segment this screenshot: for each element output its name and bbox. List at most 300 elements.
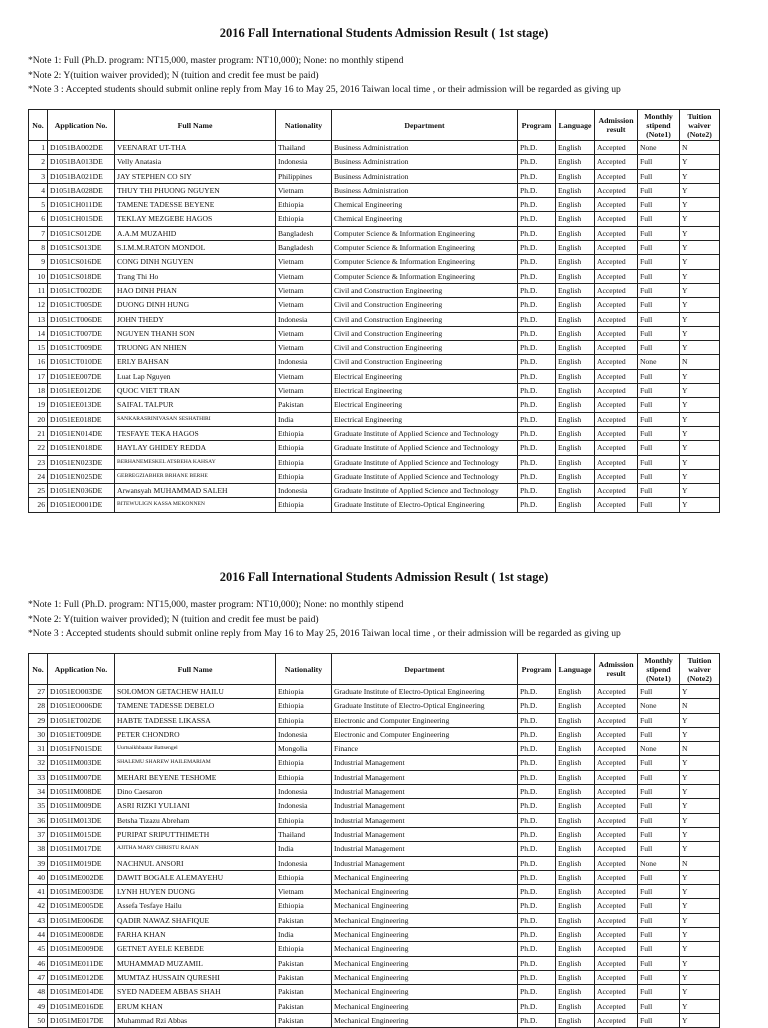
cell-department: Civil and Construction Engineering xyxy=(332,341,518,355)
cell-full-name: SYED NADEEM ABBAS SHAH xyxy=(115,985,276,999)
cell-no: 26 xyxy=(29,498,48,512)
cell-tuition-waiver: Y xyxy=(680,842,720,856)
cell-tuition-waiver: Y xyxy=(680,999,720,1013)
cell-language: English xyxy=(556,999,595,1013)
cell-department: Mechanical Engineering xyxy=(332,885,518,899)
cell-tuition-waiver: Y xyxy=(680,956,720,970)
cell-admission-result: Accepted xyxy=(595,970,638,984)
cell-department: Mechanical Engineering xyxy=(332,928,518,942)
cell-nationality: Indonesia xyxy=(276,727,332,741)
cell-tuition-waiver: N xyxy=(680,856,720,870)
cell-language: English xyxy=(556,970,595,984)
cell-program: Ph.D. xyxy=(518,799,556,813)
cell-program: Ph.D. xyxy=(518,312,556,326)
cell-application-no: D1051FN015DE xyxy=(48,742,115,756)
header-admission-line1: Admission xyxy=(598,116,634,125)
cell-admission-result: Accepted xyxy=(595,942,638,956)
cell-department: Chemical Engineering xyxy=(332,198,518,212)
cell-tuition-waiver: Y xyxy=(680,455,720,469)
cell-department: Mechanical Engineering xyxy=(332,956,518,970)
cell-program: Ph.D. xyxy=(518,999,556,1013)
cell-monthly-stipend: Full xyxy=(638,326,680,340)
cell-full-name: BERHANEMESKEL ATSBEHA KAHSAY xyxy=(115,455,276,469)
cell-application-no: D1051ME006DE xyxy=(48,913,115,927)
cell-program: Ph.D. xyxy=(518,212,556,226)
cell-application-no: D1051EO003DE xyxy=(48,685,115,699)
header-tuition-line3: (Note2) xyxy=(687,129,712,139)
cell-department: Computer Science & Information Engineering xyxy=(332,255,518,269)
cell-full-name: HAYLAY GHIDEY REDDA xyxy=(115,441,276,455)
cell-no: 2 xyxy=(29,155,48,169)
cell-program: Ph.D. xyxy=(518,770,556,784)
cell-monthly-stipend: Full xyxy=(638,827,680,841)
cell-application-no: D1051EN014DE xyxy=(48,426,115,440)
cell-admission-result: Accepted xyxy=(595,956,638,970)
cell-language: English xyxy=(556,785,595,799)
cell-monthly-stipend: Full xyxy=(638,369,680,383)
cell-tuition-waiver: Y xyxy=(680,198,720,212)
cell-language: English xyxy=(556,885,595,899)
table-row xyxy=(29,999,720,1013)
cell-admission-result: Accepted xyxy=(595,484,638,498)
cell-no: 12 xyxy=(29,298,48,312)
table-row xyxy=(29,770,720,784)
cell-department: Graduate Institute of Applied Science and Technology xyxy=(332,469,518,483)
cell-full-name: QUOC VIET TRAN xyxy=(115,384,276,398)
cell-tuition-waiver: N xyxy=(680,141,720,155)
cell-program: Ph.D. xyxy=(518,870,556,884)
cell-monthly-stipend: Full xyxy=(638,484,680,498)
header-admission-line1: Admission xyxy=(598,660,634,669)
cell-full-name: LYNH HUYEN DUONG xyxy=(115,885,276,899)
cell-language: English xyxy=(556,269,595,283)
cell-tuition-waiver: Y xyxy=(680,799,720,813)
cell-admission-result: Accepted xyxy=(595,899,638,913)
table-row xyxy=(29,198,720,212)
cell-tuition-waiver: Y xyxy=(680,727,720,741)
cell-full-name: MUHAMMAD MUZAMIL xyxy=(115,956,276,970)
cell-department: Electrical Engineering xyxy=(332,384,518,398)
cell-no: 49 xyxy=(29,999,48,1013)
header-admission-result xyxy=(595,654,638,685)
cell-language: English xyxy=(556,842,595,856)
cell-full-name: MUMTAZ HUSSAIN QURESHI xyxy=(115,970,276,984)
cell-program: Ph.D. xyxy=(518,685,556,699)
table-header-row xyxy=(29,110,720,141)
cell-language: English xyxy=(556,455,595,469)
cell-full-name: SOLOMON GETACHEW HAILU xyxy=(115,685,276,699)
cell-monthly-stipend: Full xyxy=(638,426,680,440)
cell-language: English xyxy=(556,498,595,512)
cell-department: Electrical Engineering xyxy=(332,398,518,412)
note-2: *Note 2: Y(tuition waiver provided); N (tuition and credit fee must be paid) xyxy=(28,69,319,81)
cell-program: Ph.D. xyxy=(518,426,556,440)
cell-admission-result: Accepted xyxy=(595,198,638,212)
cell-no: 42 xyxy=(29,899,48,913)
cell-application-no: D1051EE013DE xyxy=(48,398,115,412)
cell-program: Ph.D. xyxy=(518,384,556,398)
cell-program: Ph.D. xyxy=(518,469,556,483)
cell-tuition-waiver: Y xyxy=(680,212,720,226)
cell-tuition-waiver: Y xyxy=(680,985,720,999)
cell-nationality: Ethiopia xyxy=(276,498,332,512)
note-1: *Note 1: Full (Ph.D. program: NT15,000, master program: NT10,000); None: no monthly stipend xyxy=(28,55,404,66)
cell-tuition-waiver: Y xyxy=(680,412,720,426)
cell-program: Ph.D. xyxy=(518,913,556,927)
table-row xyxy=(29,942,720,956)
table-row xyxy=(29,685,720,699)
cell-tuition-waiver: Y xyxy=(680,928,720,942)
cell-nationality: Bangladesh xyxy=(276,241,332,255)
cell-tuition-waiver: Y xyxy=(680,885,720,899)
cell-monthly-stipend: Full xyxy=(638,384,680,398)
cell-application-no: D1051CS016DE xyxy=(48,255,115,269)
header-tuition-line1: Tuition xyxy=(687,111,712,121)
cell-program: Ph.D. xyxy=(518,298,556,312)
cell-tuition-waiver: Y xyxy=(680,326,720,340)
cell-application-no: D1051ME014DE xyxy=(48,985,115,999)
cell-admission-result: Accepted xyxy=(595,785,638,799)
table-row xyxy=(29,412,720,426)
cell-nationality: Ethiopia xyxy=(276,469,332,483)
cell-application-no: D1051CH011DE xyxy=(48,198,115,212)
cell-full-name: VEENARAT UT-THA xyxy=(115,141,276,155)
cell-application-no: D1051ME002DE xyxy=(48,870,115,884)
cell-nationality: Ethiopia xyxy=(276,212,332,226)
cell-monthly-stipend: Full xyxy=(638,999,680,1013)
cell-monthly-stipend: Full xyxy=(638,312,680,326)
cell-application-no: D1051CT002DE xyxy=(48,283,115,297)
cell-department: Business Administration xyxy=(332,141,518,155)
cell-program: Ph.D. xyxy=(518,827,556,841)
cell-nationality: Ethiopia xyxy=(276,699,332,713)
cell-tuition-waiver: Y xyxy=(680,283,720,297)
cell-tuition-waiver: Y xyxy=(680,241,720,255)
cell-admission-result: Accepted xyxy=(595,283,638,297)
cell-nationality: Vietnam xyxy=(276,283,332,297)
cell-language: English xyxy=(556,326,595,340)
cell-monthly-stipend: Full xyxy=(638,341,680,355)
cell-language: English xyxy=(556,384,595,398)
cell-tuition-waiver: Y xyxy=(680,713,720,727)
cell-application-no: D1051ME005DE xyxy=(48,899,115,913)
notes xyxy=(28,54,621,98)
cell-department: Graduate Institute of Applied Science and Technology xyxy=(332,426,518,440)
cell-no: 19 xyxy=(29,398,48,412)
cell-no: 13 xyxy=(29,312,48,326)
table-row xyxy=(29,970,720,984)
table-row xyxy=(29,212,720,226)
cell-department: Business Administration xyxy=(332,183,518,197)
note-2: *Note 2: Y(tuition waiver provided); N (tuition and credit fee must be paid) xyxy=(28,613,319,625)
cell-no: 18 xyxy=(29,384,48,398)
cell-language: English xyxy=(556,727,595,741)
cell-no: 22 xyxy=(29,441,48,455)
cell-application-no: D1051EO006DE xyxy=(48,699,115,713)
header-tuition-waiver xyxy=(680,110,720,141)
cell-application-no: D1051CT009DE xyxy=(48,341,115,355)
header-stipend-line1: Monthly xyxy=(644,111,673,121)
cell-admission-result: Accepted xyxy=(595,398,638,412)
cell-monthly-stipend: Full xyxy=(638,283,680,297)
cell-nationality: Indonesia xyxy=(276,155,332,169)
header-tuition-line2: waiver xyxy=(688,120,711,130)
cell-department: Computer Science & Information Engineering xyxy=(332,241,518,255)
table-row xyxy=(29,241,720,255)
cell-admission-result: Accepted xyxy=(595,813,638,827)
cell-monthly-stipend: Full xyxy=(638,685,680,699)
cell-language: English xyxy=(556,985,595,999)
cell-department: Civil and Construction Engineering xyxy=(332,355,518,369)
cell-application-no: D1051IM003DE xyxy=(48,756,115,770)
cell-application-no: D1051EE018DE xyxy=(48,412,115,426)
cell-no: 16 xyxy=(29,355,48,369)
cell-full-name: TESFAYE TEKA HAGOS xyxy=(115,426,276,440)
header-department: Department xyxy=(332,654,518,685)
cell-department: Industrial Management xyxy=(332,785,518,799)
table-body xyxy=(29,685,720,1028)
cell-full-name: TAMENE TADESSE DEBELO xyxy=(115,699,276,713)
cell-monthly-stipend: Full xyxy=(638,799,680,813)
cell-admission-result: Accepted xyxy=(595,141,638,155)
cell-department: Graduate Institute of Applied Science and Technology xyxy=(332,455,518,469)
cell-no: 31 xyxy=(29,742,48,756)
cell-program: Ph.D. xyxy=(518,756,556,770)
cell-monthly-stipend: Full xyxy=(638,899,680,913)
cell-full-name: Betsha Tizazu Abreham xyxy=(115,813,276,827)
cell-no: 29 xyxy=(29,713,48,727)
cell-nationality: Pakistan xyxy=(276,398,332,412)
table-row xyxy=(29,155,720,169)
cell-full-name: TRUONG AN NHIEN xyxy=(115,341,276,355)
table-row xyxy=(29,742,720,756)
cell-language: English xyxy=(556,183,595,197)
cell-full-name: THUY THI PHUONG NGUYEN xyxy=(115,183,276,197)
cell-department: Mechanical Engineering xyxy=(332,899,518,913)
cell-language: English xyxy=(556,1013,595,1027)
cell-language: English xyxy=(556,398,595,412)
cell-no: 44 xyxy=(29,928,48,942)
cell-nationality: Ethiopia xyxy=(276,426,332,440)
cell-nationality: Thailand xyxy=(276,827,332,841)
cell-language: English xyxy=(556,942,595,956)
cell-language: English xyxy=(556,255,595,269)
cell-nationality: Ethiopia xyxy=(276,870,332,884)
cell-department: Industrial Management xyxy=(332,856,518,870)
cell-admission-result: Accepted xyxy=(595,355,638,369)
cell-admission-result: Accepted xyxy=(595,169,638,183)
cell-monthly-stipend: Full xyxy=(638,469,680,483)
cell-tuition-waiver: Y xyxy=(680,183,720,197)
cell-nationality: India xyxy=(276,842,332,856)
cell-nationality: Vietnam xyxy=(276,384,332,398)
page-title: 2016 Fall International Students Admission Result ( 1st stage) xyxy=(219,26,549,40)
cell-admission-result: Accepted xyxy=(595,799,638,813)
cell-application-no: D1051ME008DE xyxy=(48,928,115,942)
cell-program: Ph.D. xyxy=(518,183,556,197)
cell-monthly-stipend: Full xyxy=(638,241,680,255)
cell-tuition-waiver: Y xyxy=(680,942,720,956)
cell-no: 33 xyxy=(29,770,48,784)
cell-full-name: GETNET AYELE KEBEDE xyxy=(115,942,276,956)
cell-no: 36 xyxy=(29,813,48,827)
cell-admission-result: Accepted xyxy=(595,913,638,927)
cell-language: English xyxy=(556,241,595,255)
cell-program: Ph.D. xyxy=(518,455,556,469)
cell-admission-result: Accepted xyxy=(595,856,638,870)
cell-program: Ph.D. xyxy=(518,885,556,899)
cell-program: Ph.D. xyxy=(518,785,556,799)
table-row xyxy=(29,956,720,970)
cell-program: Ph.D. xyxy=(518,985,556,999)
cell-language: English xyxy=(556,827,595,841)
cell-language: English xyxy=(556,956,595,970)
cell-nationality: Vietnam xyxy=(276,369,332,383)
cell-no: 15 xyxy=(29,341,48,355)
cell-admission-result: Accepted xyxy=(595,269,638,283)
cell-application-no: D1051BA028DE xyxy=(48,183,115,197)
table-row xyxy=(29,1013,720,1027)
header-tuition-waiver xyxy=(680,654,720,685)
cell-language: English xyxy=(556,484,595,498)
cell-language: English xyxy=(556,283,595,297)
cell-monthly-stipend: Full xyxy=(638,942,680,956)
cell-tuition-waiver: Y xyxy=(680,226,720,240)
cell-monthly-stipend: Full xyxy=(638,255,680,269)
cell-tuition-waiver: N xyxy=(680,355,720,369)
cell-department: Computer Science & Information Engineering xyxy=(332,269,518,283)
cell-department: Mechanical Engineering xyxy=(332,1013,518,1027)
cell-department: Mechanical Engineering xyxy=(332,970,518,984)
cell-nationality: Mongolia xyxy=(276,742,332,756)
cell-tuition-waiver: Y xyxy=(680,813,720,827)
cell-full-name: PURIPAT SRIPUTTHIMETH xyxy=(115,827,276,841)
header-full-name: Full Name xyxy=(115,110,276,141)
cell-tuition-waiver: Y xyxy=(680,384,720,398)
cell-application-no: D1051CS018DE xyxy=(48,269,115,283)
cell-full-name: ASRI RIZKI YULIANI xyxy=(115,799,276,813)
table-row xyxy=(29,326,720,340)
cell-tuition-waiver: Y xyxy=(680,398,720,412)
cell-full-name: Muhammad Rzi Abbas xyxy=(115,1013,276,1027)
cell-full-name: TEKLAY MEZGEBE HAGOS xyxy=(115,212,276,226)
cell-monthly-stipend: Full xyxy=(638,298,680,312)
cell-full-name: HAO DINH PHAN xyxy=(115,283,276,297)
cell-monthly-stipend: Full xyxy=(638,813,680,827)
cell-application-no: D1051CT007DE xyxy=(48,326,115,340)
cell-no: 46 xyxy=(29,956,48,970)
cell-monthly-stipend: Full xyxy=(638,713,680,727)
cell-tuition-waiver: N xyxy=(680,742,720,756)
table-row xyxy=(29,226,720,240)
cell-monthly-stipend: None xyxy=(638,141,680,155)
cell-department: Industrial Management xyxy=(332,799,518,813)
cell-nationality: Ethiopia xyxy=(276,770,332,784)
header-application-no: Application No. xyxy=(48,654,115,685)
note-1: *Note 1: Full (Ph.D. program: NT15,000, master program: NT10,000); None: no monthly stipend xyxy=(28,599,404,610)
cell-nationality: Ethiopia xyxy=(276,942,332,956)
cell-monthly-stipend: Full xyxy=(638,727,680,741)
notes xyxy=(28,598,621,642)
table-row xyxy=(29,355,720,369)
header-admission-line2: result xyxy=(606,125,626,134)
cell-full-name: PETER CHONDRO xyxy=(115,727,276,741)
cell-language: English xyxy=(556,155,595,169)
cell-tuition-waiver: Y xyxy=(680,913,720,927)
cell-monthly-stipend: Full xyxy=(638,956,680,970)
table-body xyxy=(29,141,720,513)
cell-department: Industrial Management xyxy=(332,827,518,841)
cell-tuition-waiver: Y xyxy=(680,441,720,455)
cell-admission-result: Accepted xyxy=(595,756,638,770)
cell-nationality: Ethiopia xyxy=(276,198,332,212)
cell-admission-result: Accepted xyxy=(595,326,638,340)
cell-nationality: Vietnam xyxy=(276,269,332,283)
cell-no: 24 xyxy=(29,469,48,483)
cell-nationality: Pakistan xyxy=(276,956,332,970)
cell-tuition-waiver: Y xyxy=(680,255,720,269)
table-row xyxy=(29,384,720,398)
cell-department: Mechanical Engineering xyxy=(332,999,518,1013)
cell-no: 1 xyxy=(29,141,48,155)
cell-no: 17 xyxy=(29,369,48,383)
cell-admission-result: Accepted xyxy=(595,226,638,240)
header-language: Language xyxy=(556,654,595,685)
table-row xyxy=(29,713,720,727)
cell-department: Computer Science & Information Engineering xyxy=(332,226,518,240)
header-no: No. xyxy=(29,110,48,141)
note-3: *Note 3 : Accepted students should submit online reply from May 16 to May 25, 2016 Taiwan local time , or their admission will be regarded as giving up xyxy=(28,628,621,639)
cell-language: English xyxy=(556,813,595,827)
cell-nationality: Pakistan xyxy=(276,985,332,999)
cell-program: Ph.D. xyxy=(518,269,556,283)
cell-tuition-waiver: Y xyxy=(680,155,720,169)
table-row xyxy=(29,870,720,884)
cell-full-name: MEHARI BEYENE TESHOME xyxy=(115,770,276,784)
cell-admission-result: Accepted xyxy=(595,341,638,355)
header-admission-line2: result xyxy=(606,669,626,678)
cell-application-no: D1051EE012DE xyxy=(48,384,115,398)
cell-no: 32 xyxy=(29,756,48,770)
cell-language: English xyxy=(556,369,595,383)
table-row xyxy=(29,756,720,770)
cell-tuition-waiver: Y xyxy=(680,899,720,913)
cell-tuition-waiver: Y xyxy=(680,469,720,483)
cell-nationality: Pakistan xyxy=(276,970,332,984)
cell-no: 34 xyxy=(29,785,48,799)
cell-admission-result: Accepted xyxy=(595,426,638,440)
cell-monthly-stipend: Full xyxy=(638,398,680,412)
cell-application-no: D1051EN025DE xyxy=(48,469,115,483)
cell-nationality: Ethiopia xyxy=(276,685,332,699)
cell-tuition-waiver: Y xyxy=(680,770,720,784)
cell-no: 9 xyxy=(29,255,48,269)
cell-monthly-stipend: Full xyxy=(638,441,680,455)
cell-full-name: Assefa Tesfaye Hailu xyxy=(115,899,276,913)
cell-program: Ph.D. xyxy=(518,398,556,412)
cell-department: Graduate Institute of Electro-Optical Engineering xyxy=(332,498,518,512)
header-stipend-line3: (Note1) xyxy=(646,673,671,683)
cell-full-name: CONG DINH NGUYEN xyxy=(115,255,276,269)
cell-full-name: AJITHA MARY CHRISTU RAJAN xyxy=(115,842,276,856)
cell-nationality: Indonesia xyxy=(276,799,332,813)
cell-application-no: D1051IM013DE xyxy=(48,813,115,827)
header-monthly-stipend xyxy=(638,110,680,141)
cell-application-no: D1051IM017DE xyxy=(48,842,115,856)
cell-department: Mechanical Engineering xyxy=(332,985,518,999)
cell-department: Mechanical Engineering xyxy=(332,913,518,927)
cell-language: English xyxy=(556,212,595,226)
